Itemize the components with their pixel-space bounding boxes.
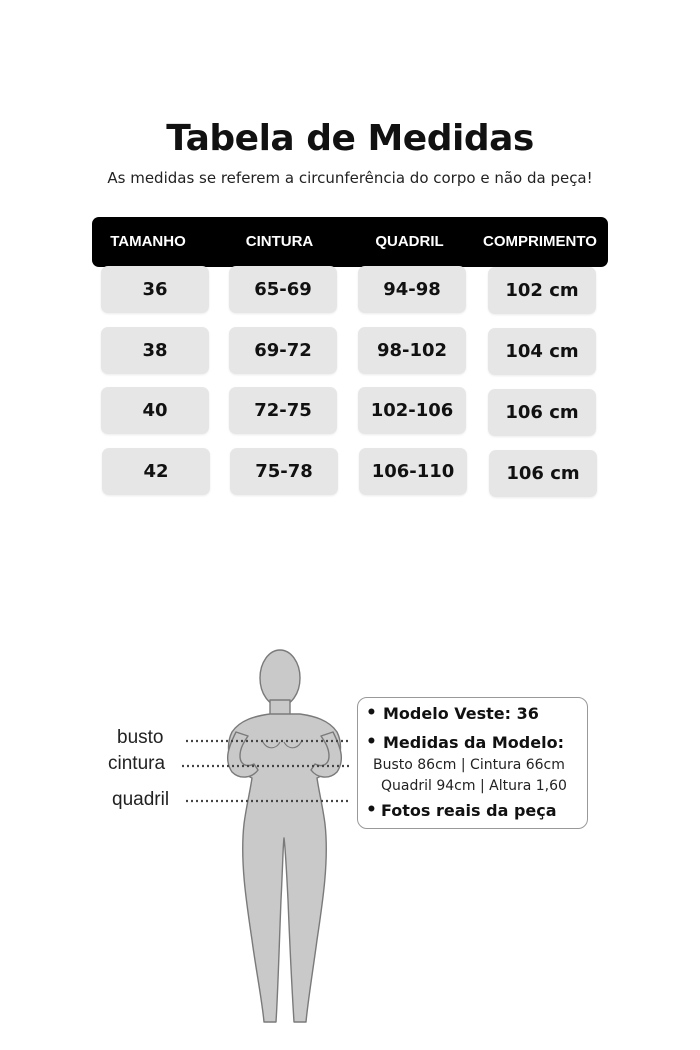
table-cell: 98-102 xyxy=(358,327,466,374)
table-cell: 69-72 xyxy=(229,327,337,374)
table-cell: 36 xyxy=(101,266,209,313)
model-measurements-line-2: Quadril 94cm | Altura 1,60 xyxy=(381,778,567,794)
table-cell: 40 xyxy=(101,387,209,434)
table-cell: 75-78 xyxy=(230,448,338,495)
table-cell: 104 cm xyxy=(488,328,596,375)
table-cell: 106 cm xyxy=(489,450,597,497)
table-cell: 38 xyxy=(101,327,209,374)
bullet: • xyxy=(366,800,377,820)
table-cell: 102-106 xyxy=(358,387,466,434)
model-measurements-line-1: Busto 86cm | Cintura 66cm xyxy=(373,757,565,773)
page-subtitle: As medidas se referem a circunferência do corpo e não da peça! xyxy=(107,169,593,187)
model-size: Modelo Veste: 36 xyxy=(383,704,539,723)
header-cintura: CINTURA xyxy=(245,233,314,250)
model-measurements-title: Medidas da Modelo: xyxy=(383,733,564,752)
page-title: Tabela de Medidas xyxy=(166,118,534,159)
table-cell: 72-75 xyxy=(229,387,337,434)
table-header xyxy=(92,217,608,267)
header-comprimento: COMPRIMENTO xyxy=(483,233,597,250)
table-cell: 94-98 xyxy=(358,266,466,313)
header-quadril: QUADRIL xyxy=(375,233,444,250)
table-cell: 42 xyxy=(102,448,210,495)
model-info-box xyxy=(357,697,588,829)
bullet: • xyxy=(366,732,377,752)
table-cell: 102 cm xyxy=(488,267,596,314)
label-cintura: cintura xyxy=(108,753,166,774)
real-photos-note: Fotos reais da peça xyxy=(381,801,557,820)
bullet: • xyxy=(366,703,377,723)
table-cell: 106-110 xyxy=(359,448,467,495)
header-tamanho: TAMANHO xyxy=(110,233,186,250)
table-cell: 106 cm xyxy=(488,389,596,436)
label-quadril: quadril xyxy=(112,789,170,810)
body-figure-illustration xyxy=(0,630,700,1030)
label-busto: busto xyxy=(117,727,164,748)
table-cell: 65-69 xyxy=(229,266,337,313)
